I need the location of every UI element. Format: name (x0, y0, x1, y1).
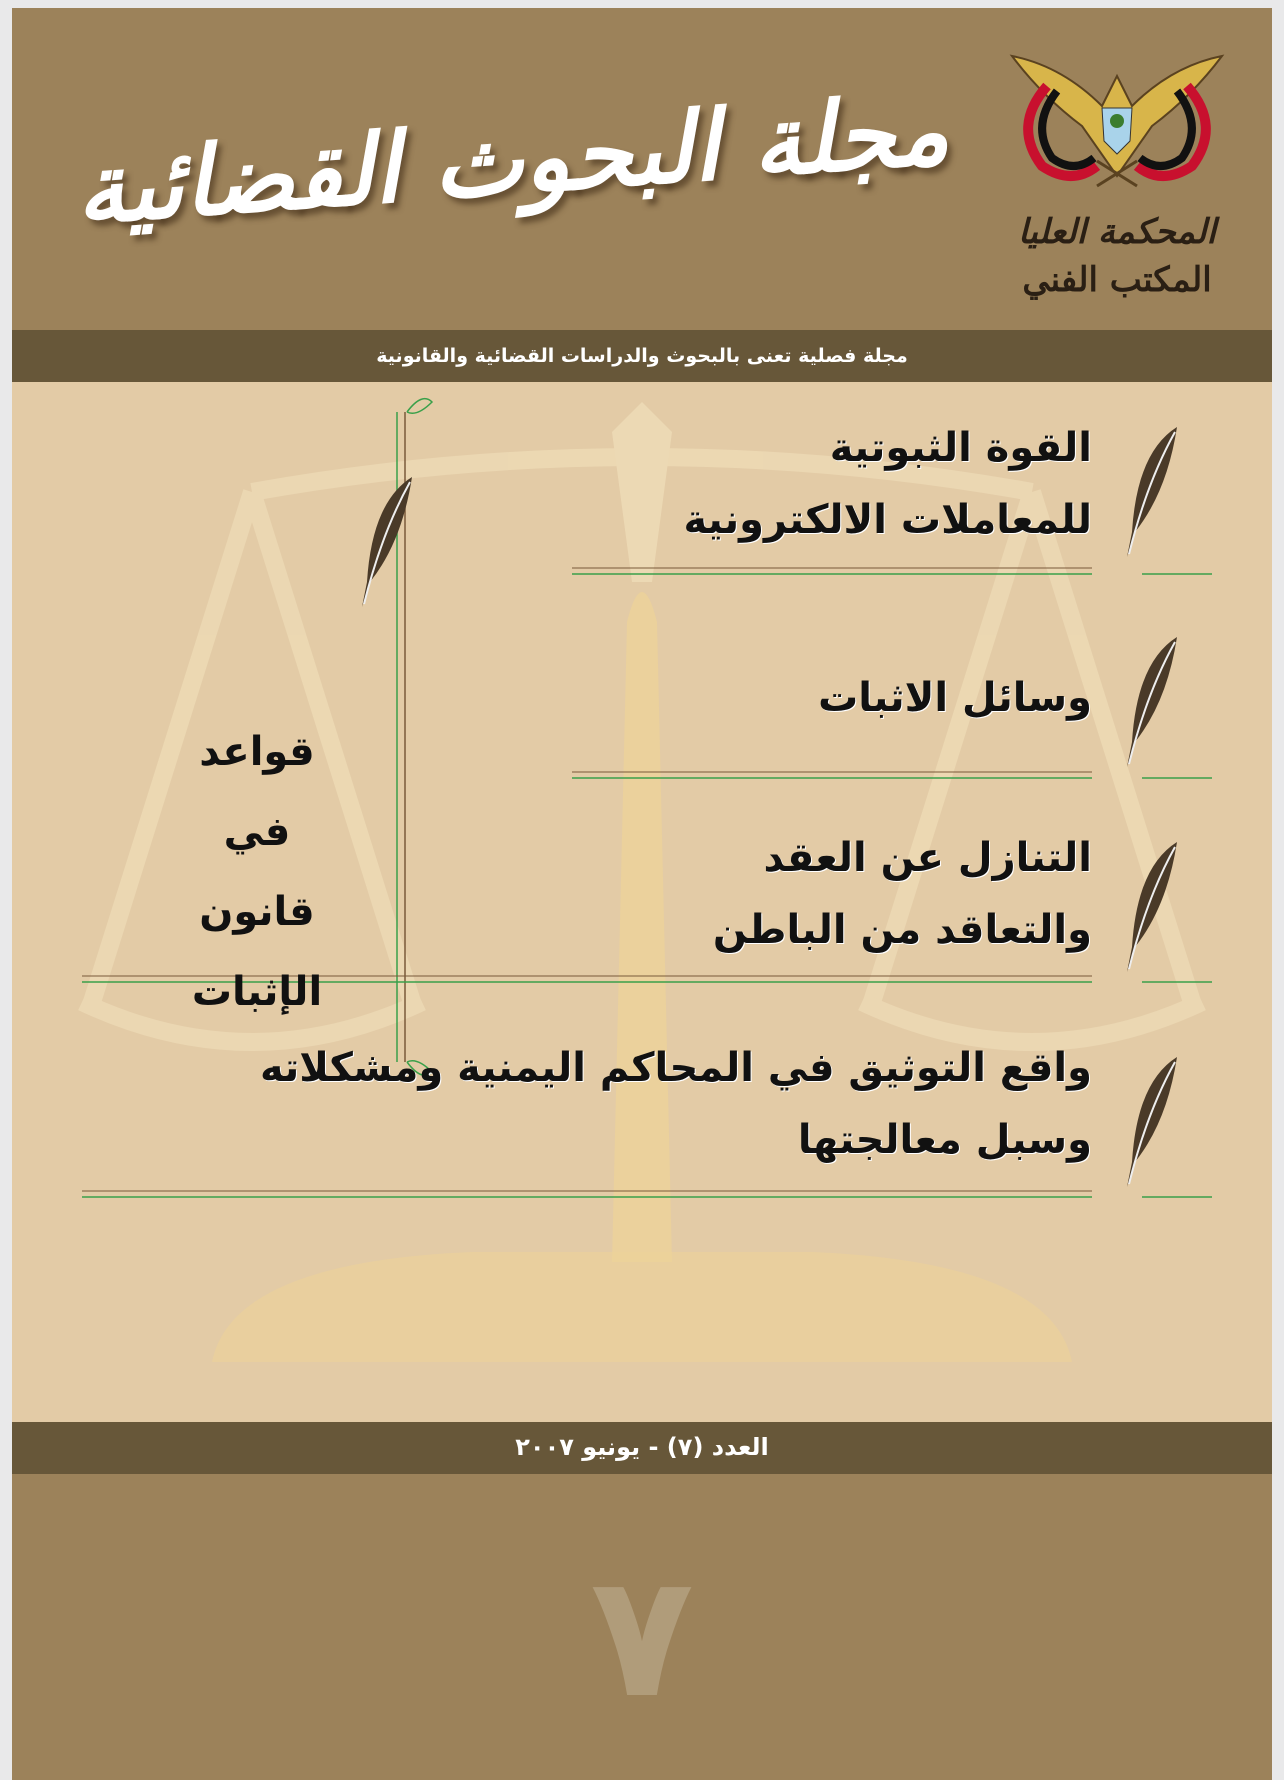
court-name-block (992, 208, 1242, 304)
feather-quill-icon (352, 472, 422, 612)
topic-line: وسائل الاثبات (818, 675, 1092, 721)
contents-panel (12, 382, 1272, 1422)
topic-contract-assignment (713, 822, 1092, 966)
header (12, 8, 1272, 330)
side-title-line: في (223, 809, 291, 855)
court-name: المحكمة العليا (1018, 212, 1216, 252)
topic-line: للمعاملات الالكترونية (683, 497, 1092, 543)
magazine-title: مجلة البحوث القضائية (71, 72, 953, 247)
feather-quill-icon (1117, 837, 1187, 977)
technical-office: المكتب الفني (1022, 260, 1212, 300)
topic-line: واقع التوثيق في المحاكم اليمنية ومشكلاته (260, 1045, 1092, 1091)
topic-line: القوة الثبوتية (829, 425, 1092, 471)
issue-band: العدد (٧) - يونيو ٢٠٠٧ (12, 1422, 1272, 1474)
topic-line: التنازل عن العقد (763, 835, 1092, 881)
topic-documentation-courts (260, 1032, 1092, 1176)
topic-line: والتعاقد من الباطن (712, 907, 1092, 953)
feather-quill-icon (1117, 632, 1187, 772)
tagline-band: مجلة فصلية تعنى بالبحوث والدراسات القضائية والقانونية (12, 330, 1272, 382)
side-title (162, 712, 352, 1032)
feather-quill-icon (1117, 422, 1187, 562)
topic-means-of-proof (818, 662, 1092, 734)
topic-line: وسبل معالجتها (797, 1117, 1092, 1163)
side-title-line: قواعد (199, 729, 315, 775)
feather-quill-icon (1117, 1052, 1187, 1192)
magazine-cover (12, 8, 1272, 1780)
side-title-line: قانون (199, 889, 315, 935)
issue-number: ٧ (590, 1538, 694, 1736)
side-title-line: الإثبات (191, 969, 323, 1015)
yemen-emblem-icon (1002, 46, 1232, 196)
topic-electronic-evidence (684, 412, 1092, 556)
